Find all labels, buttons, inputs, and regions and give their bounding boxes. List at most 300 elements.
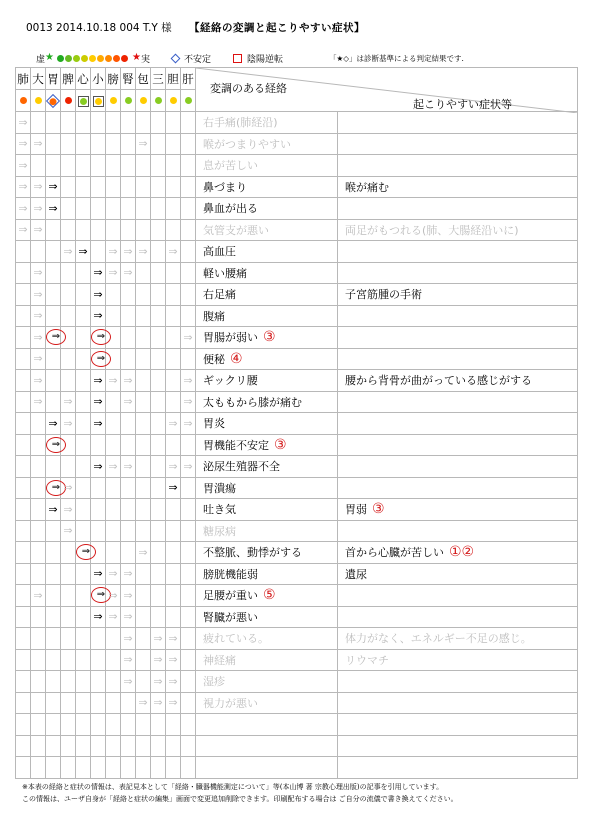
meridian-cell [166,219,181,241]
meridian-cell [91,735,106,757]
meridian-cell [16,692,31,714]
symptom-cell [338,305,578,327]
meridian-cell [91,176,106,198]
meridian-cell [106,391,121,413]
table-row [16,348,578,370]
meridian-cell [91,649,106,671]
symptom-text: 両足がもつれる(肺、大腸経沿いに) [345,223,519,237]
meridian-cell [61,456,76,478]
meridian-status [91,90,106,112]
meridian-cell [181,606,196,628]
meridian-cell [136,305,151,327]
meridian-cell [31,714,46,736]
arrow-icon: ⇒ [121,262,136,284]
meridian-change-cell [196,284,338,306]
status-dot [125,97,132,104]
meridian-cell [31,241,46,263]
meridian-cell [46,520,61,542]
meridian-cell [166,112,181,134]
meridian-cell [46,714,61,736]
meridian-cell [121,714,136,736]
scale-dot [97,55,104,62]
meridian-cell [166,262,181,284]
table-row [16,370,578,392]
arrow-icon: ⇒ [166,241,181,263]
meridian-cell [61,112,76,134]
arrow-icon: ⇒ [166,456,181,478]
meridian-cell [136,434,151,456]
meridian-cell [181,198,196,220]
arrow-icon: ⇒ [106,456,121,478]
meridian-cell [106,413,121,435]
arrow-icon: ⇒ [91,456,106,478]
symptom-cell [338,499,578,521]
meridian-change-text: 胃潰瘍 [203,481,236,495]
arrow-icon: ⇒ [61,413,76,435]
meridian-change-text: 不整脈、動悸がする [203,546,302,560]
meridian-cell [106,520,121,542]
legend-reversal: 陰陽逆転 [246,54,283,65]
meridian-change-cell [196,692,338,714]
meridian-status [76,90,91,112]
arrow-icon: ⇒ [16,219,31,241]
scale-dot [73,55,80,62]
meridian-cell [121,434,136,456]
meridian-cell [181,434,196,456]
scale-dot [57,55,64,62]
symptom-cell [338,542,578,564]
meridian-change-cell [196,219,338,241]
meridian-cell [91,671,106,693]
circled-arrow-icon: ⇒ [46,480,66,496]
meridian-cell [61,628,76,650]
arrow-icon: ⇒ [91,305,106,327]
meridian-cell [76,477,91,499]
meridian-cell [91,585,106,607]
arrow-icon: ⇒ [136,133,151,155]
table-row [16,542,578,564]
meridian-cell [166,370,181,392]
meridian-cell [46,241,61,263]
meridian-cell [76,542,91,564]
meridian-cell [106,198,121,220]
meridian-cell [16,757,31,779]
meridian-cell [151,327,166,349]
meridian-status [61,90,76,112]
table-row [16,563,578,585]
arrow-icon: ⇒ [91,606,106,628]
meridian-cell [76,499,91,521]
meridian-change-cell [196,176,338,198]
meridian-cell [46,219,61,241]
symptom-text: 体力がなく、エネルギー不足の感じ。 [345,632,532,646]
table-row [16,585,578,607]
meridian-change-cell [196,649,338,671]
meridian-status [136,90,151,112]
status-dot [110,97,117,104]
meridian-change-text: 便秘 [203,352,225,366]
meridian-status [31,90,46,112]
meridian-cell [46,542,61,564]
meridian-change-cell [196,563,338,585]
star-icon: ★ [45,52,54,63]
record-info: 0013 2014.10.18 004 T.Y 様 [26,22,172,34]
meridian-cell [121,735,136,757]
meridian-cell [61,370,76,392]
arrow-icon: ⇒ [181,391,196,413]
arrow-icon: ⇒ [181,370,196,392]
symptom-cell [338,348,578,370]
arrow-icon: ⇒ [31,176,46,198]
meridian-cell [31,434,46,456]
meridian-cell [16,585,31,607]
status-dot [20,97,27,104]
meridian-cell [76,434,91,456]
table-row [16,628,578,650]
meridian-cell [121,112,136,134]
meridian-change-text: 鼻血が出る [203,202,258,216]
meridian-change-text: 喉がつまりやすい [203,137,291,151]
meridian-cell [181,133,196,155]
status-dot [65,97,72,104]
arrow-icon: ⇒ [61,477,76,499]
arrow-icon: ⇒ [106,585,121,607]
meridian-cell [61,585,76,607]
meridian-cell [46,155,61,177]
meridian-cell [151,714,166,736]
meridian-change-text: 右手痛(肺経沿) [203,116,278,130]
symptom-cell [338,241,578,263]
meridian-cell [46,671,61,693]
meridian-cell [61,692,76,714]
meridian-cell [181,585,196,607]
scale-dot [105,55,112,62]
symptom-cell [338,649,578,671]
table-row [16,176,578,198]
reversal-box-icon [93,96,104,107]
arrow-icon: ⇒ [31,262,46,284]
meridian-cell [91,155,106,177]
meridian-cell [61,176,76,198]
meridian-cell [76,757,91,779]
meridian-cell [31,477,46,499]
meridian-cell [166,563,181,585]
rank-number: ⑤ [263,587,276,604]
meridian-cell [61,262,76,284]
meridian-cell [136,112,151,134]
meridian-cell [31,499,46,521]
meridian-cell [151,520,166,542]
meridian-cell [46,434,61,456]
unstable-diamond-icon [46,94,60,108]
meridian-cell [166,499,181,521]
meridian-cell [106,434,121,456]
meridian-cell [151,477,166,499]
meridian-cell [46,563,61,585]
meridian-cell [106,155,121,177]
symptom-cell [338,671,578,693]
symptom-cell [338,606,578,628]
arrow-icon: ⇒ [151,628,166,650]
meridian-header: 脾 [61,68,76,90]
symptom-cell [338,714,578,736]
meridian-cell [61,714,76,736]
meridian-cell [166,284,181,306]
meridian-cell [181,757,196,779]
table-row [16,499,578,521]
meridian-cell [121,477,136,499]
symptom-cell [338,585,578,607]
meridian-cell [151,434,166,456]
meridian-change-text: 右足痛 [203,288,236,302]
meridian-cell [151,757,166,779]
meridian-status [16,90,31,112]
meridian-change-cell [196,241,338,263]
meridian-cell [136,391,151,413]
meridian-change-cell [196,499,338,521]
arrow-icon: ⇒ [121,391,136,413]
meridian-cell [166,714,181,736]
meridian-cell [46,692,61,714]
table-row [16,284,578,306]
arrow-icon: ⇒ [31,327,46,349]
meridian-change-cell [196,370,338,392]
circled-arrow-icon: ⇒ [76,544,96,560]
meridian-cell [16,456,31,478]
meridian-header: 大 [31,68,46,90]
meridian-status [181,90,196,112]
meridian-cell [61,563,76,585]
meridian-cell [136,606,151,628]
meridian-change-cell [196,262,338,284]
status-dot [80,98,87,105]
meridian-cell [181,542,196,564]
meridian-cell [16,542,31,564]
meridian-change-text: 腎臓が悪い [203,610,258,624]
symptom-cell [338,133,578,155]
status-dot [155,97,162,104]
meridian-cell [91,198,106,220]
meridian-cell [91,628,106,650]
footer-notes [22,781,458,805]
meridian-cell [31,606,46,628]
meridian-cell [151,155,166,177]
table-row [16,649,578,671]
meridian-cell [166,348,181,370]
meridian-cell [61,606,76,628]
table-row [16,757,578,779]
table-row [16,456,578,478]
meridian-cell [76,176,91,198]
arrow-icon: ⇒ [91,370,106,392]
meridian-cell [16,563,31,585]
meridian-cell [136,520,151,542]
status-dot [95,98,102,105]
arrow-icon: ⇒ [166,628,181,650]
arrow-icon: ⇒ [151,692,166,714]
arrow-icon: ⇒ [31,370,46,392]
meridian-cell [31,456,46,478]
symptom-cell [338,520,578,542]
column-header-corner [196,68,578,112]
arrow-icon: ⇒ [181,413,196,435]
symptom-text: 喉が痛む [345,180,389,194]
table-row [16,133,578,155]
meridian-cell [91,327,106,349]
meridian-cell [166,198,181,220]
meridian-change-text: 軽い腰痛 [203,266,247,280]
circled-arrow-icon: ⇒ [91,351,111,367]
rank-number: ③ [263,329,276,346]
meridian-cell [46,284,61,306]
meridian-cell [46,327,61,349]
symptom-cell [338,434,578,456]
meridian-change-cell [196,542,338,564]
arrow-icon: ⇒ [91,563,106,585]
meridian-cell [151,219,166,241]
diamond-icon [171,53,181,63]
meridian-cell [166,305,181,327]
meridian-change-cell [196,456,338,478]
meridian-cell [91,434,106,456]
meridian-cell [121,520,136,542]
meridian-cell [16,735,31,757]
meridian-cell [106,477,121,499]
meridian-cell [46,606,61,628]
meridian-cell [31,563,46,585]
arrow-icon: ⇒ [121,585,136,607]
arrow-icon: ⇒ [166,649,181,671]
meridian-cell [136,671,151,693]
meridian-cell [76,606,91,628]
meridian-cell [136,649,151,671]
meridian-change-cell [196,520,338,542]
meridian-change-text: ギックリ腰 [203,374,258,388]
meridian-cell [46,477,61,499]
meridian-cell [121,757,136,779]
meridian-cell [16,434,31,456]
table-row [16,155,578,177]
table-row [16,520,578,542]
meridian-cell [151,563,166,585]
meridian-cell [151,413,166,435]
symptom-cell [338,112,578,134]
meridian-cell [76,692,91,714]
arrow-icon: ⇒ [121,456,136,478]
meridian-cell [76,370,91,392]
meridian-cell [31,112,46,134]
meridian-cell [151,735,166,757]
meridian-cell [76,198,91,220]
report-title: 【経絡の変調と起こりやすい症状】 [189,22,365,34]
meridian-change-text: 神経痛 [203,653,236,667]
meridian-cell [61,348,76,370]
meridian-cell [106,176,121,198]
meridian-cell [166,155,181,177]
symptom-cell [338,176,578,198]
meridian-cell [121,542,136,564]
meridian-cell [136,735,151,757]
symptom-text: 腰から背骨が曲がっている感じがする [345,374,532,388]
meridian-change-text: 膀胱機能弱 [203,567,258,581]
meridian-cell [76,391,91,413]
meridian-cell [16,714,31,736]
meridian-change-text: 視力が悪い [203,696,258,710]
meridian-cell [151,542,166,564]
footer-line: ※本表の経絡と症状の情報は、表記見本として「経絡・臓器機能測定について」等(本山博 著 宗教心理出版)の記事を引用しています。 [22,783,444,791]
table-row [16,692,578,714]
meridian-cell [61,284,76,306]
arrow-icon: ⇒ [121,671,136,693]
meridian-cell [136,198,151,220]
arrow-icon: ⇒ [46,176,61,198]
meridian-header: 膀 [106,68,121,90]
meridian-cell [46,262,61,284]
circled-arrow-icon: ⇒ [91,329,111,345]
meridian-change-text: 胃炎 [203,417,225,431]
status-dot [140,97,147,104]
report-header [26,20,586,34]
arrow-icon: ⇒ [31,284,46,306]
meridian-cell [61,757,76,779]
meridian-cell [16,284,31,306]
meridian-cell [151,305,166,327]
meridian-cell [151,499,166,521]
meridian-cell [91,714,106,736]
meridian-cell [91,241,106,263]
meridian-cell [16,499,31,521]
meridian-cell [121,198,136,220]
legend-unstable: 不安定 [183,54,211,65]
meridian-cell [136,370,151,392]
meridian-header: 肝 [181,68,196,90]
arrow-icon: ⇒ [61,520,76,542]
arrow-icon: ⇒ [16,176,31,198]
meridian-header-row [16,68,578,90]
meridian-cell [76,628,91,650]
arrow-icon: ⇒ [151,671,166,693]
meridian-cell [31,155,46,177]
meridian-change-cell [196,714,338,736]
meridian-cell [181,563,196,585]
arrow-icon: ⇒ [31,219,46,241]
meridian-cell [16,262,31,284]
meridian-change-text: 吐き気 [203,503,236,517]
meridian-change-text: 湿疹 [203,675,225,689]
scale-dot [65,55,72,62]
meridian-cell [151,133,166,155]
meridian-cell [106,112,121,134]
legend-scale [57,55,129,62]
meridian-cell [106,735,121,757]
meridian-cell [16,348,31,370]
symptom-cell [338,563,578,585]
meridian-cell [31,671,46,693]
meridian-cell [166,735,181,757]
meridian-status [151,90,166,112]
meridian-cell [46,370,61,392]
meridian-cell [61,155,76,177]
meridian-status [106,90,121,112]
meridian-cell [181,499,196,521]
meridian-cell [136,176,151,198]
meridian-change-cell [196,477,338,499]
meridian-change-text: 太ももから膝が痛む [203,395,302,409]
meridian-cell [91,757,106,779]
meridian-header: 小 [91,68,106,90]
meridian-cell [121,284,136,306]
meridian-change-cell [196,757,338,779]
